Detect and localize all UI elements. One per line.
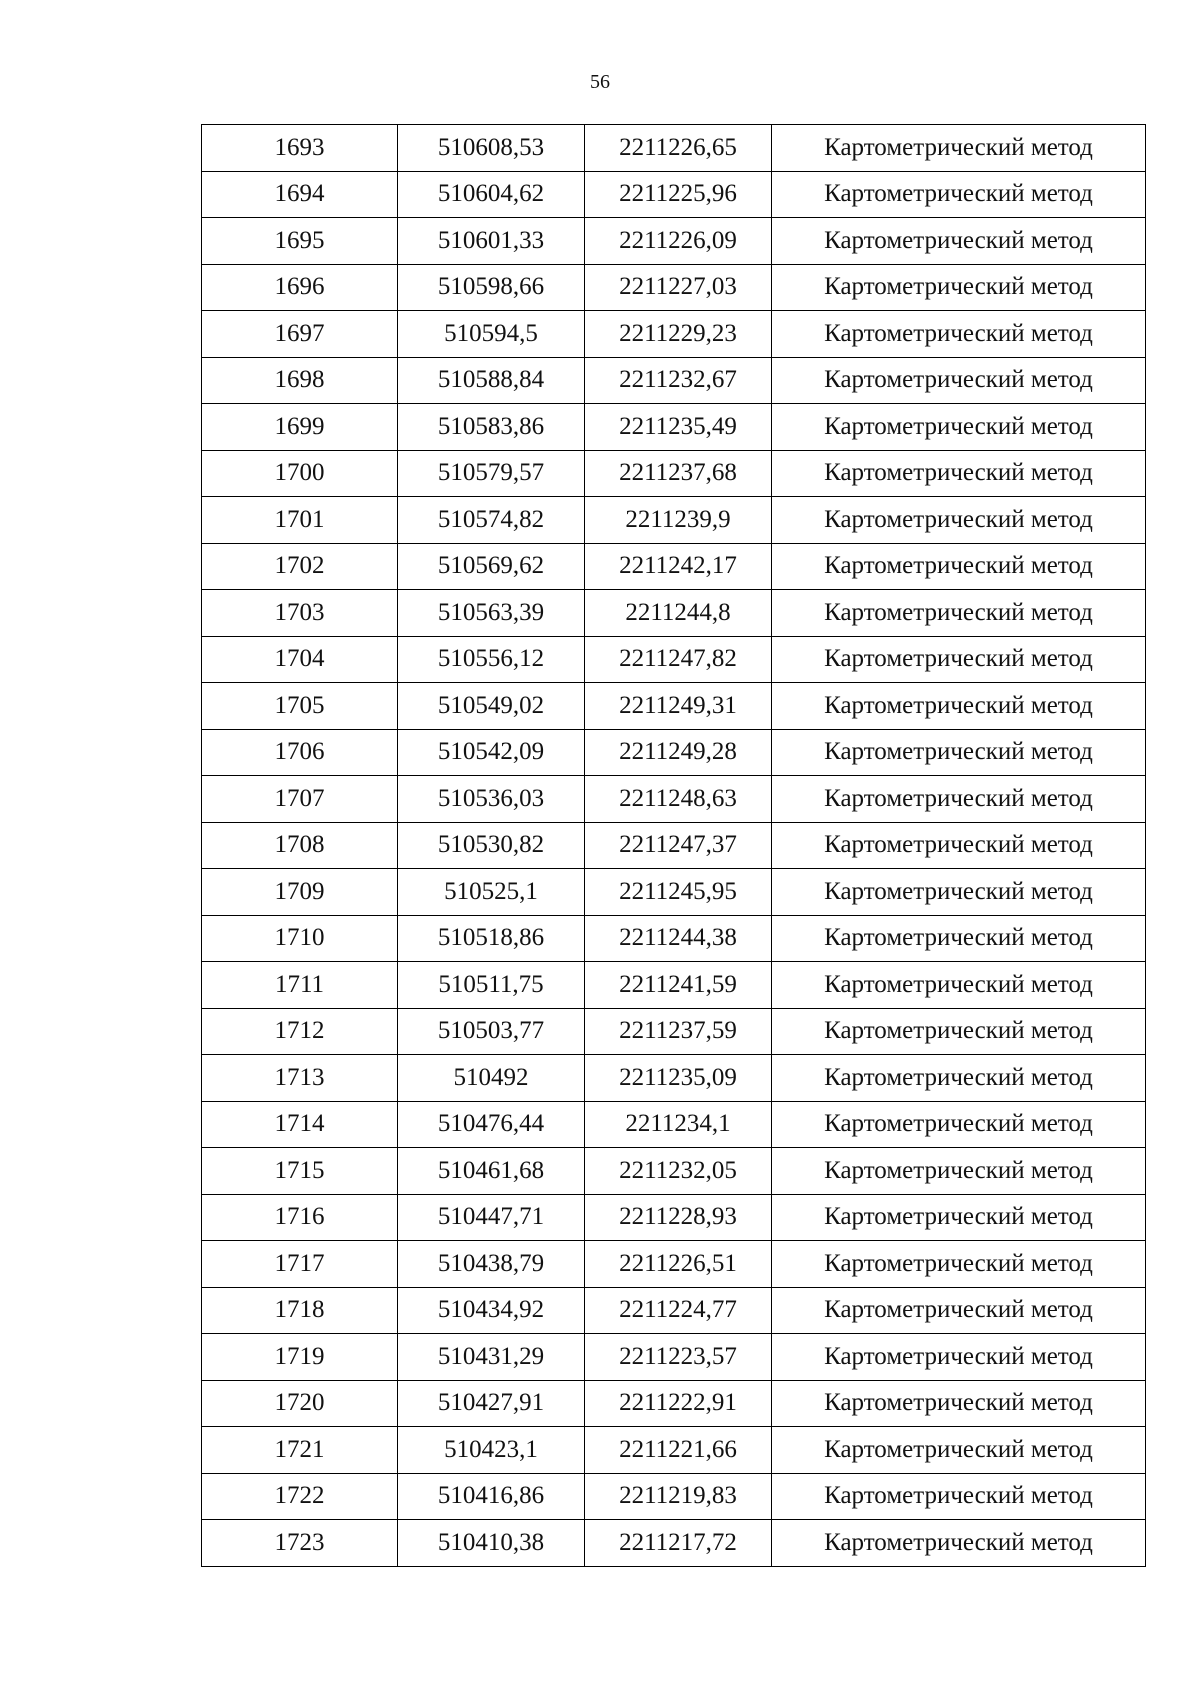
y-coordinate-cell: 2211247,37 [585,822,772,869]
point-number-cell: 1704 [202,636,398,683]
point-number-cell: 1711 [202,962,398,1009]
point-number-cell: 1716 [202,1194,398,1241]
x-coordinate-cell: 510556,12 [398,636,585,683]
point-number-cell: 1715 [202,1148,398,1195]
method-cell: Картометрический метод [772,357,1146,404]
x-coordinate-cell: 510503,77 [398,1008,585,1055]
method-cell: Картометрический метод [772,1427,1146,1474]
table-row [202,357,1146,404]
table-row [202,1148,1146,1195]
x-coordinate-cell: 510588,84 [398,357,585,404]
y-coordinate-cell: 2211242,17 [585,543,772,590]
point-number-cell: 1718 [202,1287,398,1334]
point-number-cell: 1709 [202,869,398,916]
table-row [202,125,1146,172]
x-coordinate-cell: 510563,39 [398,590,585,637]
y-coordinate-cell: 2211226,51 [585,1241,772,1288]
x-coordinate-cell: 510542,09 [398,729,585,776]
method-cell: Картометрический метод [772,264,1146,311]
table-row [202,1101,1146,1148]
y-coordinate-cell: 2211229,23 [585,311,772,358]
x-coordinate-cell: 510536,03 [398,776,585,823]
method-cell: Картометрический метод [772,125,1146,172]
x-coordinate-cell: 510574,82 [398,497,585,544]
y-coordinate-cell: 2211222,91 [585,1380,772,1427]
point-number-cell: 1707 [202,776,398,823]
point-number-cell: 1700 [202,450,398,497]
y-coordinate-cell: 2211224,77 [585,1287,772,1334]
x-coordinate-cell: 510583,86 [398,404,585,451]
table-row [202,1194,1146,1241]
method-cell: Картометрический метод [772,915,1146,962]
y-coordinate-cell: 2211248,63 [585,776,772,823]
x-coordinate-cell: 510431,29 [398,1334,585,1381]
method-cell: Картометрический метод [772,1520,1146,1567]
y-coordinate-cell: 2211244,8 [585,590,772,637]
x-coordinate-cell: 510608,53 [398,125,585,172]
method-cell: Картометрический метод [772,1334,1146,1381]
x-coordinate-cell: 510416,86 [398,1473,585,1520]
y-coordinate-cell: 2211228,93 [585,1194,772,1241]
x-coordinate-cell: 510511,75 [398,962,585,1009]
point-number-cell: 1696 [202,264,398,311]
method-cell: Картометрический метод [772,218,1146,265]
point-number-cell: 1698 [202,357,398,404]
method-cell: Картометрический метод [772,683,1146,730]
point-number-cell: 1697 [202,311,398,358]
method-cell: Картометрический метод [772,404,1146,451]
table-row [202,915,1146,962]
table-row [202,1008,1146,1055]
y-coordinate-cell: 2211227,03 [585,264,772,311]
page-number: 56 [590,71,610,93]
x-coordinate-cell: 510579,57 [398,450,585,497]
point-number-cell: 1714 [202,1101,398,1148]
table-row [202,822,1146,869]
table-row [202,1287,1146,1334]
y-coordinate-cell: 2211237,59 [585,1008,772,1055]
y-coordinate-cell: 2211235,09 [585,1055,772,1102]
x-coordinate-cell: 510594,5 [398,311,585,358]
y-coordinate-cell: 2211223,57 [585,1334,772,1381]
table-row [202,683,1146,730]
y-coordinate-cell: 2211219,83 [585,1473,772,1520]
y-coordinate-cell: 2211249,31 [585,683,772,730]
table-row [202,1334,1146,1381]
x-coordinate-cell: 510601,33 [398,218,585,265]
point-number-cell: 1706 [202,729,398,776]
method-cell: Картометрический метод [772,590,1146,637]
table-row [202,497,1146,544]
x-coordinate-cell: 510569,62 [398,543,585,590]
coordinates-table [201,124,1146,1567]
x-coordinate-cell: 510438,79 [398,1241,585,1288]
point-number-cell: 1712 [202,1008,398,1055]
method-cell: Картометрический метод [772,1101,1146,1148]
table-row [202,776,1146,823]
table-row [202,311,1146,358]
y-coordinate-cell: 2211232,67 [585,357,772,404]
y-coordinate-cell: 2211226,65 [585,125,772,172]
table-row [202,171,1146,218]
table-row [202,218,1146,265]
point-number-cell: 1722 [202,1473,398,1520]
table-row [202,543,1146,590]
table-row [202,869,1146,916]
point-number-cell: 1721 [202,1427,398,1474]
point-number-cell: 1702 [202,543,398,590]
y-coordinate-cell: 2211244,38 [585,915,772,962]
method-cell: Картометрический метод [772,1055,1146,1102]
point-number-cell: 1710 [202,915,398,962]
point-number-cell: 1713 [202,1055,398,1102]
y-coordinate-cell: 2211239,9 [585,497,772,544]
table-row [202,1427,1146,1474]
point-number-cell: 1694 [202,171,398,218]
y-coordinate-cell: 2211247,82 [585,636,772,683]
method-cell: Картометрический метод [772,636,1146,683]
table-row [202,590,1146,637]
x-coordinate-cell: 510461,68 [398,1148,585,1195]
y-coordinate-cell: 2211217,72 [585,1520,772,1567]
method-cell: Картометрический метод [772,776,1146,823]
method-cell: Картометрический метод [772,1241,1146,1288]
point-number-cell: 1701 [202,497,398,544]
x-coordinate-cell: 510598,66 [398,264,585,311]
method-cell: Картометрический метод [772,1380,1146,1427]
table-row [202,729,1146,776]
y-coordinate-cell: 2211232,05 [585,1148,772,1195]
y-coordinate-cell: 2211249,28 [585,729,772,776]
table-row [202,1055,1146,1102]
point-number-cell: 1723 [202,1520,398,1567]
point-number-cell: 1720 [202,1380,398,1427]
method-cell: Картометрический метод [772,962,1146,1009]
table-row [202,450,1146,497]
method-cell: Картометрический метод [772,1287,1146,1334]
point-number-cell: 1719 [202,1334,398,1381]
table-row [202,962,1146,1009]
x-coordinate-cell: 510525,1 [398,869,585,916]
method-cell: Картометрический метод [772,497,1146,544]
table-row [202,1520,1146,1567]
method-cell: Картометрический метод [772,1148,1146,1195]
x-coordinate-cell: 510410,38 [398,1520,585,1567]
table-row [202,264,1146,311]
x-coordinate-cell: 510549,02 [398,683,585,730]
x-coordinate-cell: 510423,1 [398,1427,585,1474]
point-number-cell: 1708 [202,822,398,869]
y-coordinate-cell: 2211221,66 [585,1427,772,1474]
method-cell: Картометрический метод [772,1008,1146,1055]
method-cell: Картометрический метод [772,822,1146,869]
method-cell: Картометрический метод [772,1194,1146,1241]
coordinates-table-body [202,125,1146,1567]
method-cell: Картометрический метод [772,311,1146,358]
x-coordinate-cell: 510447,71 [398,1194,585,1241]
point-number-cell: 1699 [202,404,398,451]
x-coordinate-cell: 510492 [398,1055,585,1102]
table-row [202,404,1146,451]
table-row [202,1380,1146,1427]
point-number-cell: 1717 [202,1241,398,1288]
y-coordinate-cell: 2211234,1 [585,1101,772,1148]
y-coordinate-cell: 2211245,95 [585,869,772,916]
table-row [202,636,1146,683]
y-coordinate-cell: 2211237,68 [585,450,772,497]
point-number-cell: 1703 [202,590,398,637]
method-cell: Картометрический метод [772,869,1146,916]
x-coordinate-cell: 510434,92 [398,1287,585,1334]
x-coordinate-cell: 510518,86 [398,915,585,962]
point-number-cell: 1693 [202,125,398,172]
point-number-cell: 1705 [202,683,398,730]
y-coordinate-cell: 2211225,96 [585,171,772,218]
y-coordinate-cell: 2211235,49 [585,404,772,451]
table-row [202,1241,1146,1288]
point-number-cell: 1695 [202,218,398,265]
x-coordinate-cell: 510427,91 [398,1380,585,1427]
method-cell: Картометрический метод [772,543,1146,590]
x-coordinate-cell: 510604,62 [398,171,585,218]
x-coordinate-cell: 510530,82 [398,822,585,869]
y-coordinate-cell: 2211226,09 [585,218,772,265]
x-coordinate-cell: 510476,44 [398,1101,585,1148]
method-cell: Картометрический метод [772,450,1146,497]
table-row [202,1473,1146,1520]
method-cell: Картометрический метод [772,171,1146,218]
y-coordinate-cell: 2211241,59 [585,962,772,1009]
method-cell: Картометрический метод [772,1473,1146,1520]
method-cell: Картометрический метод [772,729,1146,776]
